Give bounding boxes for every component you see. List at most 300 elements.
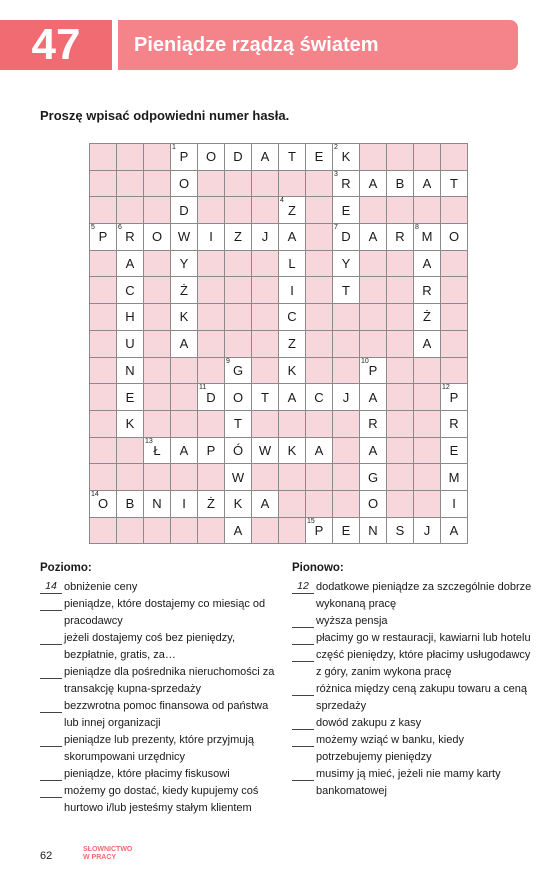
- answer-blank[interactable]: [292, 732, 314, 747]
- cell-letter: A: [422, 176, 432, 192]
- crossword-cell-filled: [225, 224, 252, 251]
- clue-text: płacimy go w restauracji, kawiarni lub hotelu: [316, 632, 531, 644]
- crossword-cell-filled: [387, 171, 414, 198]
- crossword-cell-empty: [306, 358, 333, 385]
- crossword-cell-filled: [225, 491, 252, 518]
- crossword-cell-empty: [90, 304, 117, 331]
- cell-letter: G: [367, 469, 379, 485]
- crossword-cell-empty: [117, 464, 144, 491]
- cell-letter: N: [368, 522, 378, 538]
- crossword-cell-empty: [387, 331, 414, 358]
- crossword-cell-filled: [279, 331, 306, 358]
- crossword-cell-empty: [90, 384, 117, 411]
- crossword-cell-filled: [171, 304, 198, 331]
- crossword-cell-empty: [144, 197, 171, 224]
- clue-item: [40, 579, 280, 596]
- cell-letter: W: [231, 469, 245, 485]
- cell-letter: Z: [288, 202, 296, 218]
- cell-letter: T: [450, 176, 458, 192]
- crossword-cell-empty: [360, 144, 387, 171]
- crossword-cell-empty: [441, 197, 468, 224]
- crossword-cell-empty: [198, 277, 225, 304]
- crossword-cell-filled: [414, 277, 441, 304]
- clue-number: 1: [172, 144, 176, 151]
- crossword-cell-filled: [306, 518, 333, 545]
- crossword-cell-filled: [117, 277, 144, 304]
- crossword-cell-filled: [117, 491, 144, 518]
- answer-blank[interactable]: [292, 681, 314, 696]
- cell-letter: D: [206, 389, 216, 405]
- cell-letter: Ó: [232, 442, 244, 458]
- cell-letter: B: [125, 496, 135, 512]
- answer-blank[interactable]: [40, 596, 62, 611]
- clue-number: 11: [199, 384, 207, 392]
- crossword-cell-empty: [360, 331, 387, 358]
- crossword-cell-empty: [144, 331, 171, 358]
- cell-letter: B: [395, 176, 405, 192]
- exercise-instruction: Proszę wpisać odpowiedni numer hasła.: [40, 108, 290, 123]
- crossword-cell-empty: [333, 331, 360, 358]
- crossword-cell-empty: [198, 304, 225, 331]
- answer-blank[interactable]: [40, 664, 62, 679]
- clue-item: [292, 715, 532, 732]
- clue-item: [40, 783, 280, 817]
- crossword-cell-filled: [225, 438, 252, 465]
- crossword-cell-filled: [441, 384, 468, 411]
- crossword-cell-empty: [198, 411, 225, 438]
- cell-letter: O: [97, 496, 109, 512]
- crossword-cell-empty: [144, 358, 171, 385]
- crossword-cell-filled: [279, 358, 306, 385]
- crossword-cell-empty: [252, 251, 279, 278]
- cell-letter: I: [452, 496, 456, 512]
- crossword-cell-empty: [252, 171, 279, 198]
- crossword-cell-empty: [279, 518, 306, 545]
- crossword-cell-empty: [360, 304, 387, 331]
- clue-number: 6: [118, 224, 122, 232]
- crossword-cell-empty: [90, 438, 117, 465]
- cell-letter: E: [314, 149, 324, 165]
- cell-letter: C: [125, 282, 135, 298]
- cell-letter: N: [152, 496, 162, 512]
- cell-letter: Ż: [207, 496, 215, 512]
- answer-blank[interactable]: [292, 630, 314, 645]
- cell-letter: K: [287, 362, 297, 378]
- answer-blank[interactable]: [40, 766, 62, 781]
- clue-text: część pieniędzy, które płacimy usługodawcy z góry, zanim wykona pracę: [316, 649, 531, 678]
- cell-letter: U: [125, 336, 135, 352]
- crossword-cell-filled: [144, 438, 171, 465]
- crossword-cell-filled: [198, 438, 225, 465]
- crossword-cell-filled: [252, 438, 279, 465]
- crossword-cell-filled: [360, 438, 387, 465]
- crossword-cell-filled: [144, 224, 171, 251]
- crossword-cell-filled: [90, 491, 117, 518]
- crossword-cell-empty: [171, 384, 198, 411]
- across-heading: Poziomo:: [40, 562, 92, 574]
- answer-blank[interactable]: 12: [292, 579, 314, 594]
- crossword-cell-filled: [414, 251, 441, 278]
- cell-letter: T: [288, 149, 296, 165]
- crossword-cell-filled: [333, 197, 360, 224]
- crossword-cell-filled: [279, 277, 306, 304]
- crossword-cell-filled: [360, 358, 387, 385]
- crossword-cell-empty: [360, 251, 387, 278]
- crossword-cell-filled: [387, 518, 414, 545]
- crossword-cell-empty: [333, 411, 360, 438]
- crossword-cell-filled: [441, 224, 468, 251]
- crossword-cell-empty: [306, 411, 333, 438]
- cell-letter: D: [179, 202, 189, 218]
- crossword-cell-empty: [387, 304, 414, 331]
- crossword-cell-empty: [333, 438, 360, 465]
- crossword-cell-empty: [333, 464, 360, 491]
- crossword-cell-filled: [252, 491, 279, 518]
- clue-text: pieniądze dla pośrednika nieruchomości za transakcję kupna-sprzedaży: [64, 666, 275, 695]
- clue-number: 13: [145, 437, 153, 445]
- cell-letter: K: [233, 496, 243, 512]
- cell-letter: P: [179, 149, 189, 165]
- cell-letter: K: [341, 149, 351, 165]
- clue-text: pieniądze lub prezenty, które przyjmują skorumpowani urzędnicy: [64, 734, 254, 763]
- cell-letter: P: [98, 229, 108, 245]
- crossword-cell-empty: [387, 144, 414, 171]
- crossword-cell-empty: [117, 171, 144, 198]
- crossword-cell-empty: [144, 384, 171, 411]
- crossword-cell-filled: [171, 491, 198, 518]
- crossword-cell-empty: [144, 411, 171, 438]
- crossword-cell-filled: [360, 171, 387, 198]
- crossword-cell-empty: [90, 518, 117, 545]
- crossword-cell-empty: [144, 171, 171, 198]
- crossword-cell-empty: [441, 251, 468, 278]
- crossword-cell-empty: [387, 251, 414, 278]
- cell-letter: O: [232, 389, 244, 405]
- crossword-cell-empty: [117, 438, 144, 465]
- crossword-cell-filled: [198, 384, 225, 411]
- cell-letter: D: [233, 149, 243, 165]
- cell-letter: M: [421, 229, 433, 245]
- cell-letter: T: [234, 416, 242, 432]
- clue-text: różnica między ceną zakupu towaru a ceną sprzedaży: [316, 683, 527, 712]
- cell-letter: E: [341, 522, 351, 538]
- crossword-cell-empty: [90, 411, 117, 438]
- clue-text: możemy go dostać, kiedy kupujemy coś hurtowo i/lub jesteśmy stałym klientem: [64, 785, 259, 814]
- crossword-cell-empty: [414, 384, 441, 411]
- crossword-cell-empty: [90, 171, 117, 198]
- crossword-cell-empty: [144, 277, 171, 304]
- cell-letter: A: [260, 149, 270, 165]
- clue-text: pieniądze, które płacimy fiskusowi: [64, 768, 230, 780]
- crossword-cell-empty: [144, 518, 171, 545]
- crossword-cell-empty: [333, 358, 360, 385]
- crossword-cell-filled: [333, 277, 360, 304]
- crossword-cell-filled: [225, 518, 252, 545]
- cell-letter: O: [205, 149, 217, 165]
- crossword-cell-filled: [117, 304, 144, 331]
- clue-number: 3: [334, 170, 338, 178]
- clue-text: jeżeli dostajemy coś bez pieniędzy, bezpłatnie, gratis, za…: [64, 632, 235, 661]
- cell-letter: T: [261, 389, 269, 405]
- cell-letter: W: [258, 442, 272, 458]
- crossword-cell-empty: [252, 411, 279, 438]
- crossword-cell-filled: [198, 144, 225, 171]
- crossword-cell-filled: [225, 464, 252, 491]
- crossword-cell-empty: [279, 491, 306, 518]
- crossword-cell-empty: [441, 304, 468, 331]
- crossword-cell-empty: [279, 411, 306, 438]
- cell-letter: R: [395, 229, 405, 245]
- cell-letter: K: [179, 309, 189, 325]
- clue-text: dodatkowe pieniądze za szczególnie dobrze wykonaną pracę: [316, 581, 532, 610]
- cell-letter: A: [422, 336, 432, 352]
- clue-item: [292, 579, 532, 613]
- crossword-cell-filled: [333, 224, 360, 251]
- crossword-cell-empty: [171, 464, 198, 491]
- crossword-cell-filled: [279, 438, 306, 465]
- cell-letter: K: [287, 442, 297, 458]
- crossword-cell-empty: [198, 518, 225, 545]
- crossword-cell-filled: [414, 518, 441, 545]
- cell-letter: R: [368, 416, 378, 432]
- crossword-cell-filled: [171, 144, 198, 171]
- cell-letter: E: [449, 442, 459, 458]
- cell-letter: Ł: [153, 442, 161, 458]
- cell-letter: Z: [288, 336, 296, 352]
- answer-blank[interactable]: [292, 715, 314, 730]
- crossword-cell-filled: [441, 438, 468, 465]
- answer-blank[interactable]: [292, 647, 314, 662]
- clue-number: 10: [361, 357, 369, 365]
- cell-letter: J: [342, 389, 350, 405]
- section-label: [83, 846, 132, 862]
- clue-item: [292, 766, 532, 800]
- cell-letter: A: [233, 522, 243, 538]
- cell-letter: P: [449, 389, 459, 405]
- clue-number: 8: [415, 224, 419, 232]
- cell-letter: I: [209, 229, 213, 245]
- cell-letter: N: [125, 362, 135, 378]
- answer-blank[interactable]: [40, 732, 62, 747]
- cell-letter: Ż: [180, 282, 188, 298]
- crossword-cell-filled: [414, 304, 441, 331]
- crossword-cell-empty: [90, 464, 117, 491]
- crossword-cell-filled: [252, 224, 279, 251]
- cell-letter: A: [314, 442, 324, 458]
- clue-number: 12: [442, 384, 450, 392]
- answer-blank[interactable]: [40, 783, 62, 798]
- crossword-cell-filled: [171, 171, 198, 198]
- crossword-cell-empty: [387, 197, 414, 224]
- crossword-cell-filled: [171, 438, 198, 465]
- clue-number: 4: [280, 197, 284, 205]
- crossword-cell-empty: [279, 171, 306, 198]
- crossword-cell-filled: [441, 518, 468, 545]
- clue-number: 2: [334, 144, 338, 151]
- crossword-cell-filled: [360, 464, 387, 491]
- crossword-cell-filled: [198, 491, 225, 518]
- crossword-cell-empty: [117, 144, 144, 171]
- crossword-cell-empty: [252, 358, 279, 385]
- cell-letter: O: [367, 496, 379, 512]
- crossword-cell-empty: [252, 304, 279, 331]
- crossword-cell-filled: [252, 144, 279, 171]
- crossword-cell-filled: [225, 144, 252, 171]
- crossword-cell-filled: [360, 411, 387, 438]
- crossword-cell-empty: [306, 171, 333, 198]
- clue-item: [292, 732, 532, 766]
- cell-letter: R: [449, 416, 459, 432]
- cell-letter: L: [288, 256, 296, 272]
- crossword-cell-empty: [252, 464, 279, 491]
- crossword-cell-empty: [306, 224, 333, 251]
- crossword-cell-empty: [252, 331, 279, 358]
- crossword-cell-filled: [279, 144, 306, 171]
- crossword-cell-filled: [279, 304, 306, 331]
- crossword-cell-empty: [387, 438, 414, 465]
- cell-letter: C: [287, 309, 297, 325]
- clue-number: 15: [307, 517, 315, 525]
- crossword-cell-empty: [90, 331, 117, 358]
- cell-letter: M: [448, 469, 460, 485]
- crossword-cell-empty: [171, 411, 198, 438]
- crossword-cell-filled: [279, 384, 306, 411]
- crossword-cell-empty: [414, 411, 441, 438]
- crossword-cell-empty: [144, 251, 171, 278]
- crossword-cell-empty: [387, 464, 414, 491]
- crossword-cell-empty: [414, 491, 441, 518]
- answer-blank[interactable]: [40, 630, 62, 645]
- crossword-cell-filled: [171, 251, 198, 278]
- crossword-cell-filled: [117, 411, 144, 438]
- cell-letter: A: [179, 336, 189, 352]
- cell-letter: A: [260, 496, 270, 512]
- cell-letter: E: [341, 202, 351, 218]
- crossword-cell-filled: [171, 197, 198, 224]
- crossword-cell-filled: [198, 224, 225, 251]
- crossword-cell-filled: [144, 491, 171, 518]
- crossword-cell-empty: [225, 304, 252, 331]
- clue-text: wyższa pensja: [316, 615, 388, 627]
- crossword-cell-empty: [387, 491, 414, 518]
- clue-number: 9: [226, 357, 230, 365]
- crossword-cell-empty: [252, 518, 279, 545]
- crossword-cell-filled: [117, 384, 144, 411]
- crossword-cell-empty: [441, 331, 468, 358]
- crossword-cell-empty: [198, 358, 225, 385]
- crossword-cell-empty: [306, 304, 333, 331]
- crossword-cell-filled: [333, 518, 360, 545]
- clue-number: 7: [334, 224, 338, 232]
- answer-blank[interactable]: [292, 766, 314, 781]
- crossword-cell-filled: [360, 491, 387, 518]
- crossword-cell-empty: [198, 251, 225, 278]
- crossword-cell-empty: [225, 171, 252, 198]
- clue-item: [292, 613, 532, 630]
- crossword-cell-filled: [306, 438, 333, 465]
- cell-letter: Ż: [423, 309, 431, 325]
- crossword-cell-empty: [414, 358, 441, 385]
- crossword-cell-empty: [414, 438, 441, 465]
- clue-text: dowód zakupu z kasy: [316, 717, 422, 729]
- crossword-cell-filled: [171, 224, 198, 251]
- crossword-cell-empty: [333, 491, 360, 518]
- crossword-cell-filled: [279, 251, 306, 278]
- answer-blank[interactable]: 14: [40, 579, 62, 594]
- crossword-grid: [89, 143, 468, 544]
- cell-letter: Y: [179, 256, 189, 272]
- answer-blank[interactable]: [40, 698, 62, 713]
- cell-letter: A: [368, 389, 378, 405]
- cell-letter: R: [422, 282, 432, 298]
- cell-letter: H: [125, 309, 135, 325]
- crossword-cell-empty: [144, 304, 171, 331]
- crossword-cell-empty: [225, 277, 252, 304]
- cell-letter: C: [314, 389, 324, 405]
- crossword-cell-empty: [171, 518, 198, 545]
- clue-text: obniżenie ceny: [64, 581, 138, 593]
- crossword-cell-filled: [441, 171, 468, 198]
- crossword-cell-filled: [414, 331, 441, 358]
- cell-letter: K: [125, 416, 135, 432]
- crossword-cell-empty: [117, 197, 144, 224]
- crossword-cell-empty: [144, 144, 171, 171]
- unit-number: 47: [0, 20, 112, 70]
- cell-letter: A: [287, 389, 297, 405]
- crossword-cell-empty: [225, 331, 252, 358]
- clue-item: [40, 630, 280, 664]
- cell-letter: I: [290, 282, 294, 298]
- cell-letter: D: [341, 229, 351, 245]
- cell-letter: P: [368, 362, 378, 378]
- section-label-line2: W PRACY: [83, 854, 117, 861]
- cell-letter: W: [177, 229, 191, 245]
- crossword-cell-empty: [387, 411, 414, 438]
- crossword-cell-filled: [117, 224, 144, 251]
- crossword-cell-filled: [441, 411, 468, 438]
- cell-letter: O: [178, 176, 190, 192]
- down-clues: [292, 560, 532, 800]
- cell-letter: A: [368, 176, 378, 192]
- clue-item: [40, 698, 280, 732]
- cell-letter: P: [314, 522, 324, 538]
- clue-item: [292, 647, 532, 681]
- cell-letter: A: [125, 256, 135, 272]
- crossword-cell-filled: [225, 411, 252, 438]
- crossword-cell-filled: [414, 224, 441, 251]
- across-clues: [40, 560, 280, 817]
- crossword-cell-empty: [279, 464, 306, 491]
- crossword-cell-empty: [198, 197, 225, 224]
- crossword-cell-empty: [144, 464, 171, 491]
- crossword-cell-filled: [387, 224, 414, 251]
- crossword-cell-empty: [171, 358, 198, 385]
- crossword-cell-filled: [414, 171, 441, 198]
- crossword-cell-empty: [90, 277, 117, 304]
- answer-blank[interactable]: [292, 613, 314, 628]
- crossword-cell-empty: [90, 144, 117, 171]
- crossword-cell-empty: [414, 464, 441, 491]
- cell-letter: R: [341, 176, 351, 192]
- clue-text: możemy wziąć w banku, kiedy potrzebujemy pieniędzy: [316, 734, 464, 763]
- clue-item: [40, 664, 280, 698]
- crossword-cell-filled: [360, 224, 387, 251]
- clue-item: [40, 766, 280, 783]
- crossword-cell-filled: [90, 224, 117, 251]
- cell-letter: A: [179, 442, 189, 458]
- cell-letter: J: [261, 229, 269, 245]
- crossword-cell-filled: [333, 384, 360, 411]
